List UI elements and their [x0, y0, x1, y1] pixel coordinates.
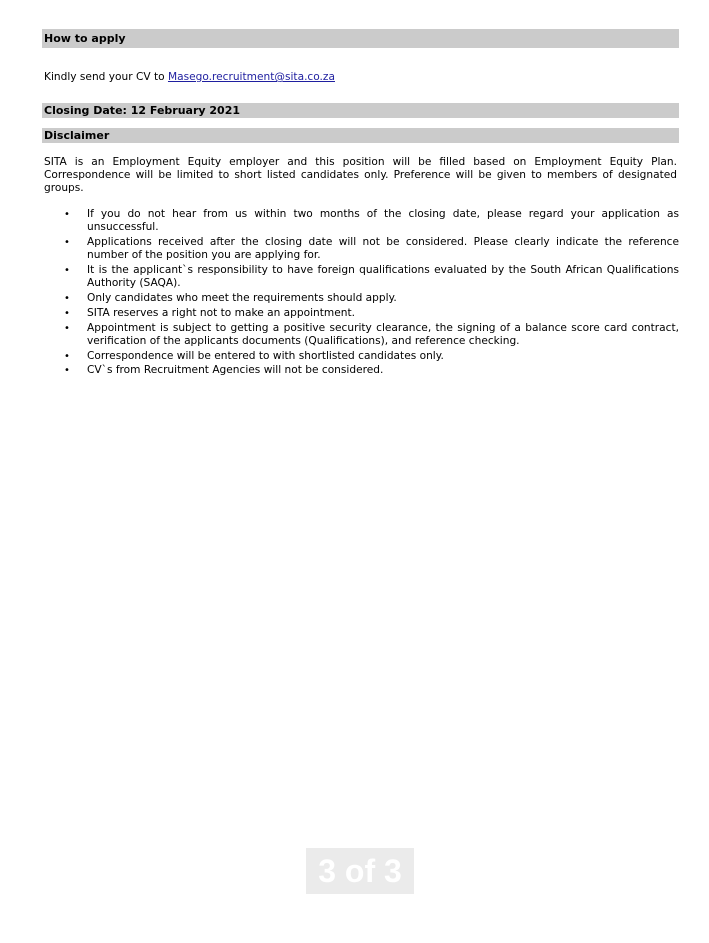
bullet-icon: • [64, 365, 70, 377]
list-item: • Applications received after the closing date will not be considered. Please clearly indicate the reference number of the position you are applying for. [64, 236, 679, 262]
list-item: • Appointment is subject to getting a positive security clearance, the signing of a balance score card contract, verification of the applicants documents (Qualifications), and reference checking. [64, 321, 679, 347]
disclaimer-paragraph: SITA is an Employment Equity employer and this position will be filled based on Employment Equity Plan. Correspondence will be limited to short listed candidates only. Preference will be given to members of designated groups. [44, 156, 677, 195]
list-item: • If you do not hear from us within two months of the closing date, please regard your application as unsuccessful. [64, 208, 679, 234]
apply-instruction [44, 70, 335, 84]
bullet-icon: • [64, 265, 70, 276]
how-to-apply-heading: How to apply [42, 29, 679, 48]
list-item: • Only candidates who meet the requirements should apply. [64, 292, 397, 304]
bullet-icon: • [64, 293, 70, 304]
disclaimer-bullet-list [42, 208, 679, 379]
bullet-icon: • [64, 307, 70, 319]
bullet-icon: • [64, 322, 70, 334]
list-item: • CV`s from Recruitment Agencies will not be considered. [64, 364, 384, 377]
list-item: • It is the applicant`s responsibility to have foreign qualifications evaluated by the South African Qualifications Authority (SAQA). [64, 264, 679, 290]
disclaimer-heading: Disclaimer [42, 128, 679, 143]
list-item: • Correspondence will be entered to with shortlisted candidates only. [64, 349, 444, 362]
recruitment-email-link[interactable]: Masego.recruitment@sita.co.za [167, 71, 335, 83]
bullet-icon: • [64, 209, 70, 220]
bullet-icon: • [64, 237, 70, 248]
closing-date-heading: Closing Date: 12 February 2021 [42, 103, 679, 118]
apply-lead-text: Kindly send your CV to [44, 71, 168, 83]
bullet-icon: • [64, 350, 70, 362]
page-number-indicator: 3 of 3 [306, 848, 414, 894]
list-item: • SITA reserves a right not to make an appointment. [64, 306, 355, 319]
